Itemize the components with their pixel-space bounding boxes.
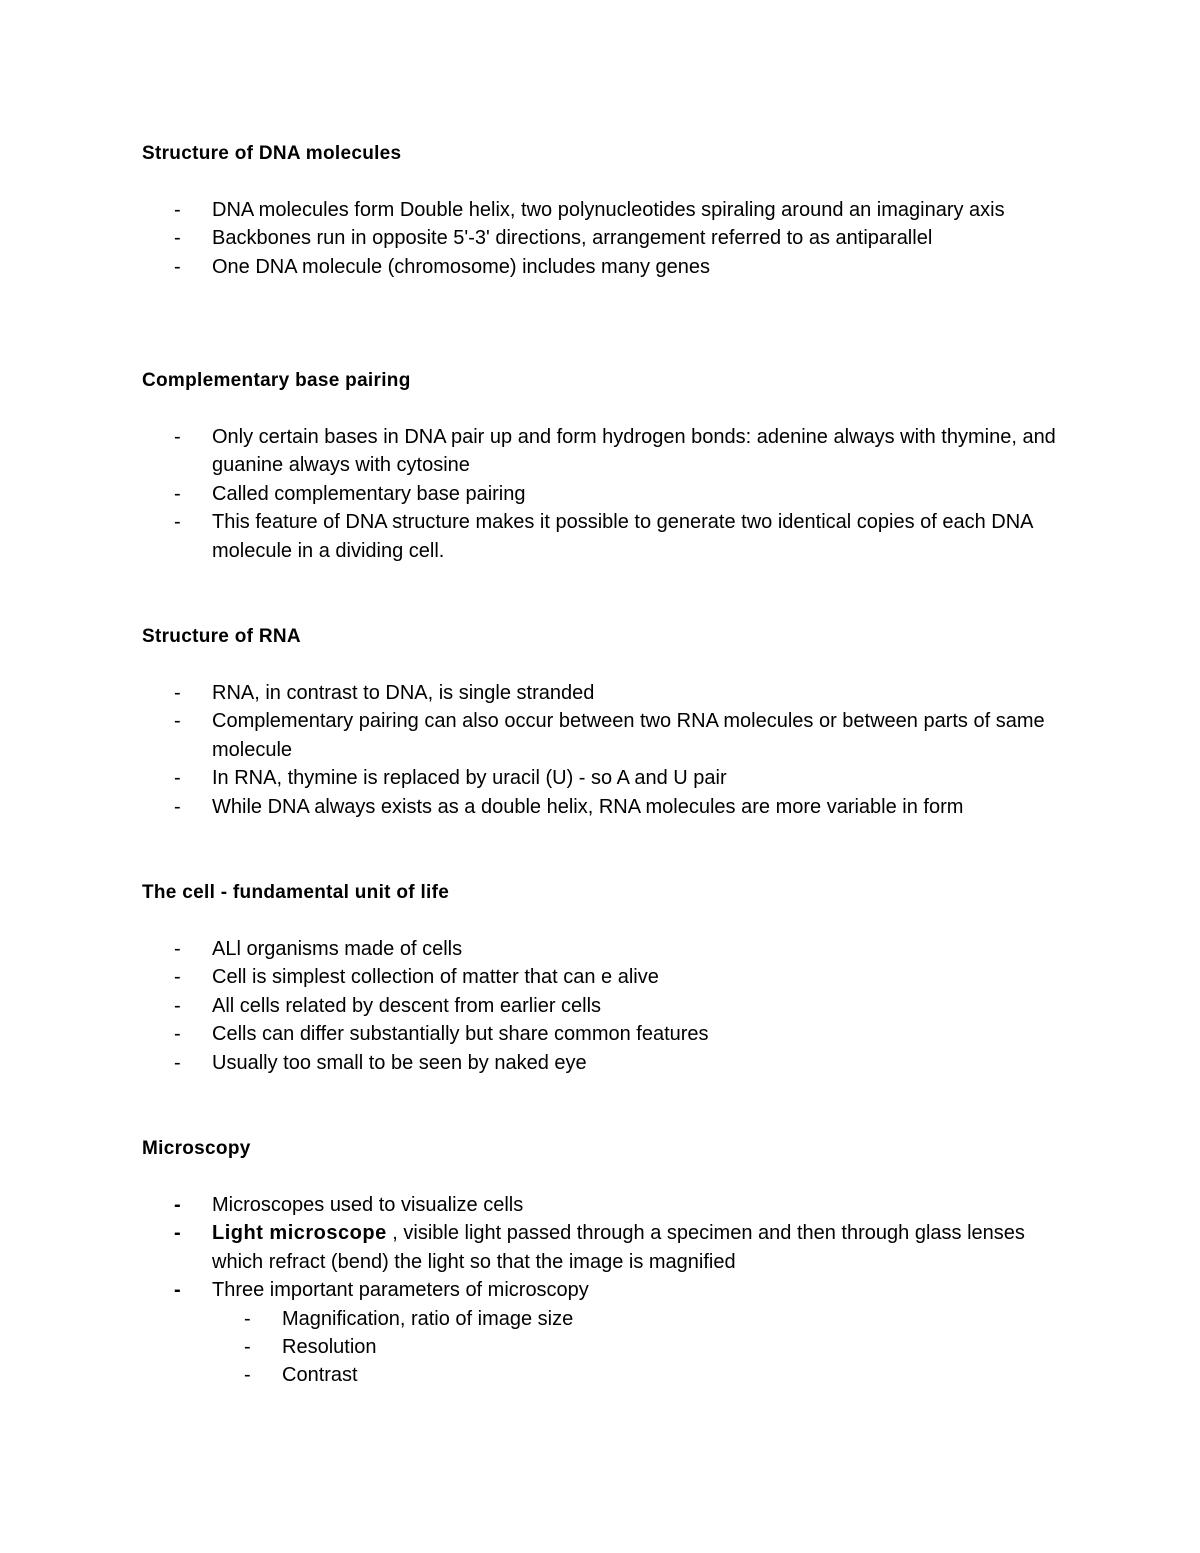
- list-item-text: All cells related by descent from earlier cells: [212, 994, 602, 1017]
- list-item-text: Contrast: [282, 1364, 358, 1387]
- bullet-dash: -: [244, 1336, 251, 1359]
- section-cell: [142, 879, 1072, 1077]
- bullet-dash: -: [174, 795, 181, 818]
- list-item: [142, 224, 1072, 252]
- list-item-text: Three important parameters of microscopy: [212, 1279, 589, 1302]
- list-item: [142, 1219, 1072, 1276]
- list-item-text: Resolution: [282, 1336, 377, 1359]
- bullet-dash: -: [174, 1194, 181, 1216]
- bullet-dash: -: [174, 426, 181, 448]
- list-item: [142, 992, 1072, 1020]
- section-rna-structure: [142, 623, 1072, 821]
- list-item-text: Backbones run in opposite 5'-3' directions, arrangement referred to as antiparallel: [212, 227, 933, 250]
- bullet-dash: -: [244, 1307, 251, 1330]
- section-heading: Microscopy: [142, 1138, 251, 1159]
- nested-list-item: [212, 1333, 1072, 1361]
- bullet-dash: -: [174, 1051, 181, 1074]
- list-item: [142, 1020, 1072, 1048]
- bullet-list: [142, 935, 1072, 1077]
- list-item-text: Complementary pairing can also occur between two RNA molecules or between parts of same molecule: [212, 710, 1045, 761]
- bullet-dash: -: [174, 227, 181, 250]
- section-dna-structure: [142, 140, 1072, 281]
- bullet-list: [142, 1191, 1072, 1390]
- section-microscopy: [142, 1135, 1072, 1390]
- bullet-dash: -: [174, 511, 181, 534]
- list-item-text: RNA, in contrast to DNA, is single stranded: [212, 682, 595, 704]
- bullet-dash: -: [174, 482, 181, 505]
- section-heading: Structure of RNA: [142, 626, 301, 647]
- bullet-dash: -: [174, 938, 181, 960]
- bullet-list: [142, 196, 1072, 281]
- list-item-text: ALl organisms made of cells: [212, 938, 463, 960]
- list-item-text: Cell is simplest collection of matter that can e alive: [212, 966, 659, 989]
- bullet-dash: -: [174, 767, 181, 790]
- section-base-pairing: [142, 367, 1072, 565]
- list-item: [142, 253, 1072, 281]
- nested-list-item: [212, 1361, 1072, 1389]
- section-heading: Structure of DNA molecules: [142, 143, 402, 164]
- list-item: [142, 707, 1072, 764]
- list-item-text: Cells can differ substantially but share common features: [212, 1023, 709, 1046]
- bullet-dash: -: [244, 1364, 251, 1387]
- list-item: [142, 793, 1072, 821]
- list-item: [142, 1049, 1072, 1077]
- bullet-list: [142, 423, 1072, 565]
- section-heading: Complementary base pairing: [142, 370, 411, 391]
- bullet-dash: -: [174, 1023, 181, 1046]
- list-item: [142, 423, 1072, 480]
- bullet-dash: -: [174, 682, 181, 704]
- list-item-text: Called complementary base pairing: [212, 482, 526, 505]
- bullet-list: [142, 679, 1072, 821]
- bullet-dash: -: [174, 966, 181, 989]
- list-item-text: DNA molecules form Double helix, two polynucleotides spiraling around an imaginary axis: [212, 199, 1005, 221]
- bullet-dash: -: [174, 1279, 181, 1302]
- list-item: [142, 963, 1072, 991]
- bullet-dash: -: [174, 710, 181, 733]
- list-item: [142, 1191, 1072, 1219]
- list-item: [142, 196, 1072, 224]
- bullet-dash: -: [174, 1222, 181, 1245]
- nested-list-item: [212, 1305, 1072, 1333]
- list-item: [142, 508, 1072, 565]
- list-item-text: One DNA molecule (chromosome) includes many genes: [212, 255, 710, 278]
- list-item-text: , visible light passed through a specimen and then through glass lenses which refract (bend) the light so that the image is magnified: [212, 1222, 1025, 1273]
- bold-term: Light microscope: [212, 1222, 387, 1245]
- list-item-text: Usually too small to be seen by naked eye: [212, 1051, 587, 1074]
- bullet-dash: -: [174, 255, 181, 278]
- list-item-text: Microscopes used to visualize cells: [212, 1194, 524, 1216]
- list-item-text: Only certain bases in DNA pair up and form hydrogen bonds: adenine always with thymine, and guanine always with cytosine: [212, 426, 1056, 477]
- list-item: [142, 480, 1072, 508]
- list-item: [142, 935, 1072, 963]
- list-item-text: Magnification, ratio of image size: [282, 1307, 574, 1330]
- list-item: [142, 679, 1072, 707]
- nested-bullet-list: [212, 1305, 1072, 1390]
- list-item: [142, 764, 1072, 792]
- list-item-text: While DNA always exists as a double helix, RNA molecules are more variable in form: [212, 795, 964, 818]
- list-item-text: This feature of DNA structure makes it possible to generate two identical copies of each DNA molecule in a dividing cell.: [212, 511, 1033, 562]
- section-heading: The cell - fundamental unit of life: [142, 882, 450, 903]
- list-item: [142, 1276, 1072, 1390]
- list-item-text: In RNA, thymine is replaced by uracil (U) - so A and U pair: [212, 767, 727, 790]
- bullet-dash: -: [174, 994, 181, 1017]
- bullet-dash: -: [174, 199, 181, 221]
